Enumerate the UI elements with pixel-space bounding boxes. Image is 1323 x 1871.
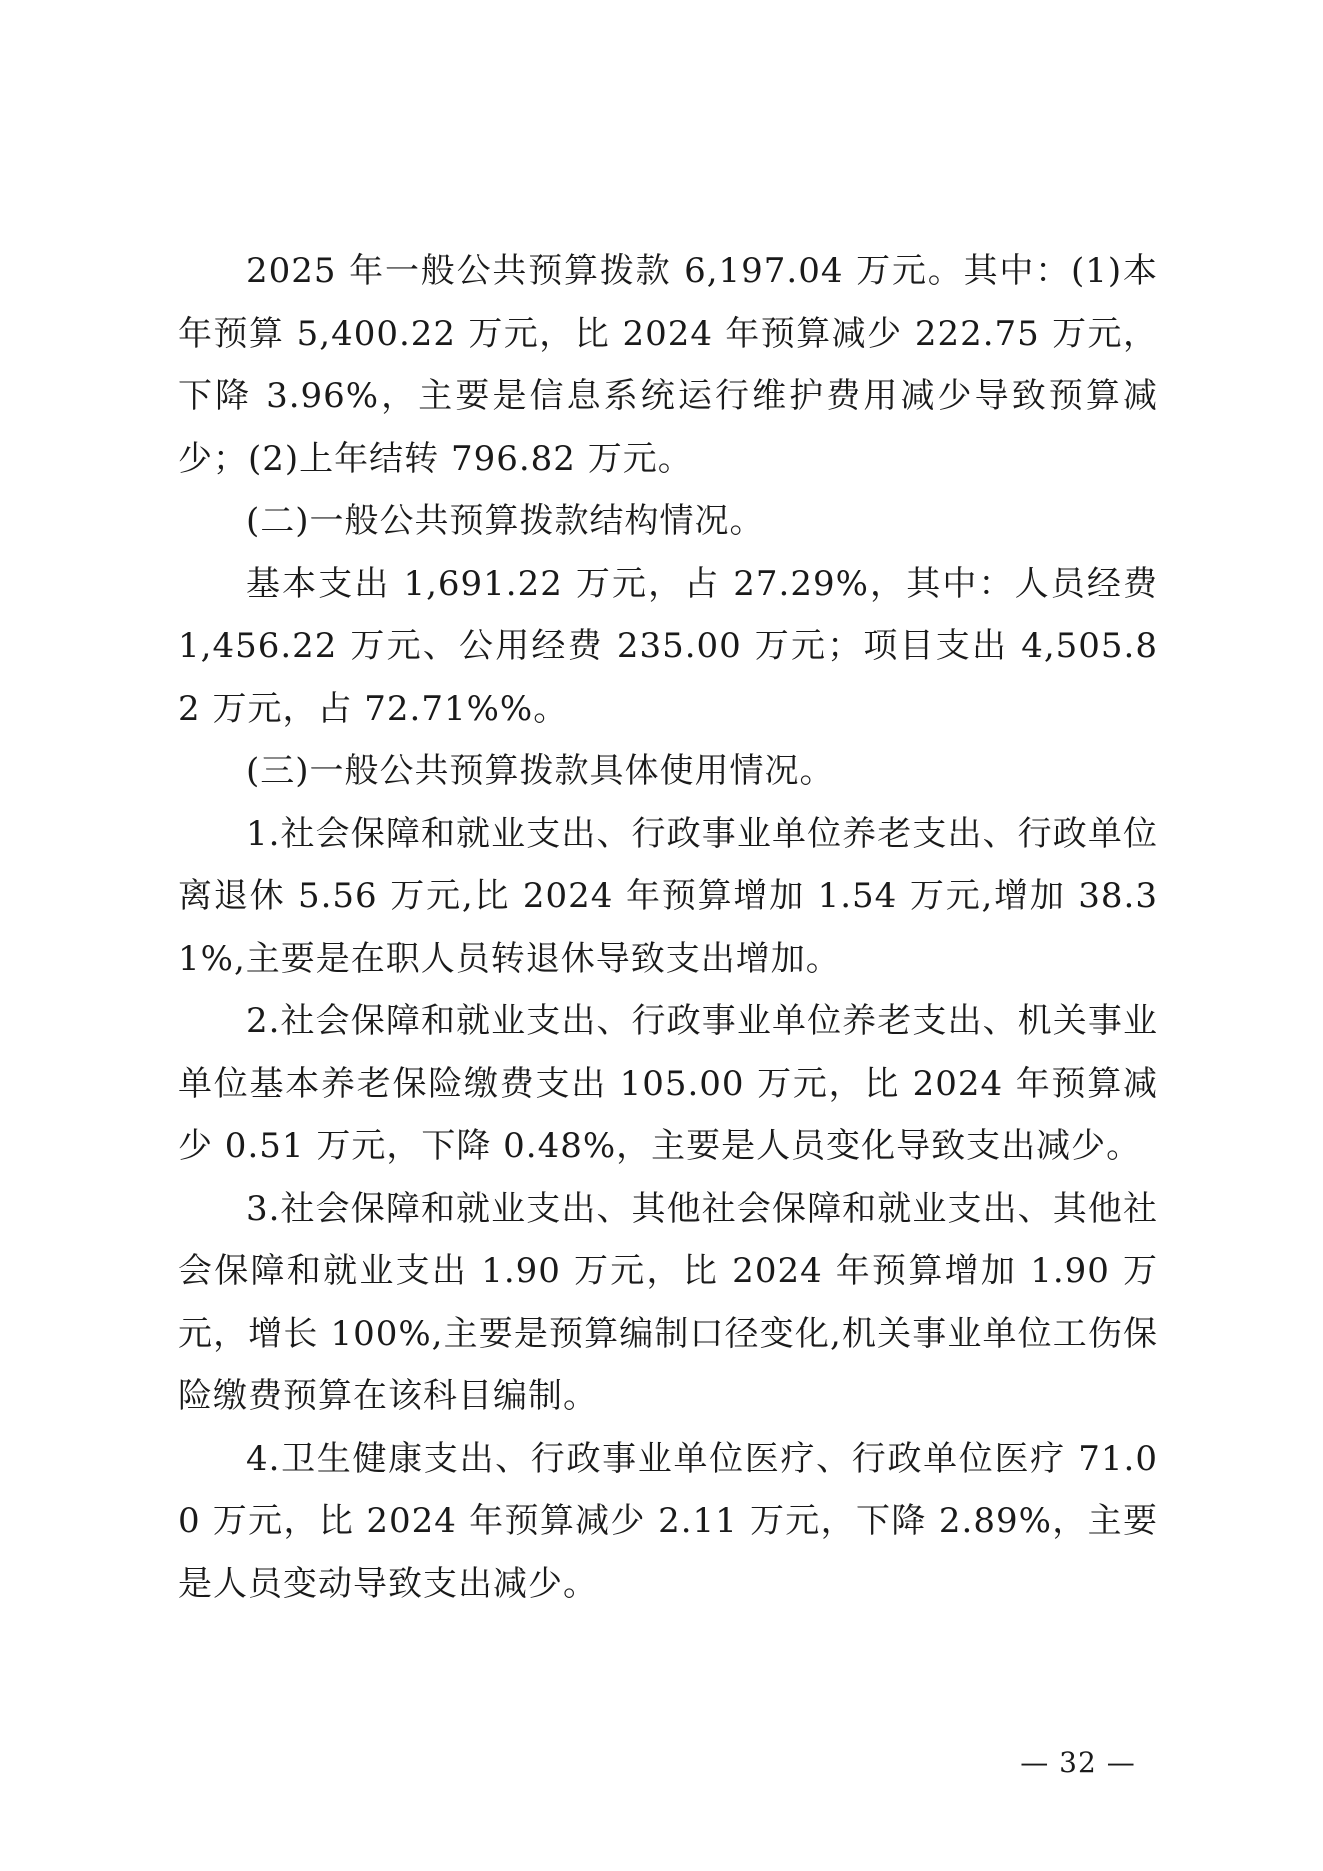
paragraph-structure: 基本支出 1,691.22 万元，占 27.29%，其中：人员经费 1,456.22 万元、公用经费 235.00 万元；项目支出 4,505.82 万元，占 72.71%%。 bbox=[178, 563, 1158, 729]
heading-structure: (二)一般公共预算拨款结构情况。 bbox=[246, 501, 765, 541]
paragraph-item-1: 1.社会保障和就业支出、行政事业单位养老支出、行政单位离退休 5.56 万元,比 2024 年预算增加 1.54 万元,增加 38.31%,主要是在职人员转退休导致支出增加。 bbox=[178, 813, 1158, 979]
paragraph-item-4: 4.卫生健康支出、行政事业单位医疗、行政单位医疗 71.00 万元，比 2024 年预算减少 2.11 万元，下降 2.89%，主要是人员变动导致支出减少。 bbox=[178, 1438, 1158, 1604]
paragraph-item-3: 3.社会保障和就业支出、其他社会保障和就业支出、其他社会保障和就业支出 1.90 万元，比 2024 年预算增加 1.90 万元，增长 100%,主要是预算编制口径变化,机关事业单位工伤保险缴费预算在该科目编制。 bbox=[178, 1188, 1158, 1416]
page-number: — 32 — bbox=[1020, 1746, 1136, 1779]
paragraph-item-2: 2.社会保障和就业支出、行政事业单位养老支出、机关事业单位基本养老保险缴费支出 105.00 万元，比 2024 年预算减少 0.51 万元，下降 0.48%，主要是人员变化导致支出减少。 bbox=[178, 1001, 1158, 1166]
body-text bbox=[178, 240, 1158, 1615]
paragraph-budget-total: 2025 年一般公共预算拨款 6,197.04 万元。其中：(1)本年预算 5,400.22 万元，比 2024 年预算减少 222.75 万元，下降 3.96%，主要是信息系统运行维护费用减少导致预算减少；(2)上年结转 796.82 万元。 bbox=[178, 251, 1158, 479]
heading-usage: (三)一般公共预算拨款具体使用情况。 bbox=[246, 751, 835, 791]
